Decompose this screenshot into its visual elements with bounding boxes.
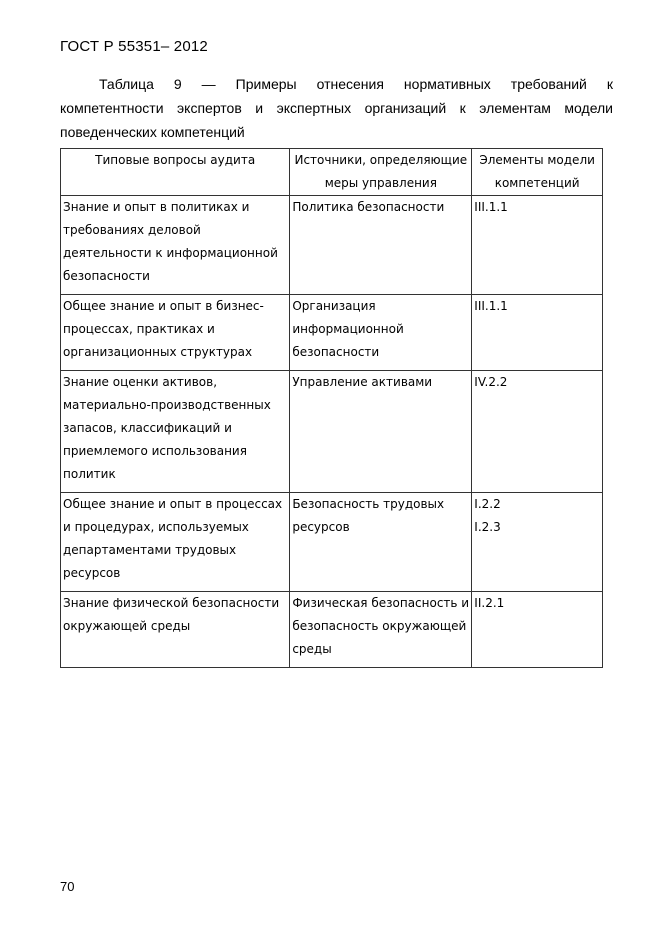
page-number: 70 bbox=[60, 879, 75, 894]
header-line: компетенций bbox=[494, 176, 580, 190]
table-row bbox=[61, 592, 603, 668]
cell-line: информационной bbox=[292, 322, 404, 336]
model-element-cell bbox=[472, 196, 603, 295]
source-cell bbox=[290, 196, 472, 295]
table-header bbox=[61, 149, 603, 196]
audit-question-cell bbox=[61, 196, 290, 295]
cell-line: безопасность окружающей bbox=[292, 619, 467, 633]
table-caption bbox=[60, 72, 613, 144]
cell-line: окружающей среды bbox=[63, 619, 191, 633]
cell-line: Физическая безопасность и bbox=[292, 596, 470, 610]
cell-line: Общее знание и опыт в процессах bbox=[63, 497, 283, 511]
cell-line: запасов, классификаций и bbox=[63, 421, 232, 435]
cell-line: ресурсов bbox=[63, 566, 121, 580]
cell-line: I.2.2 bbox=[474, 497, 501, 511]
cell-line: Знание и опыт в политиках и bbox=[63, 200, 250, 214]
table-row bbox=[61, 295, 603, 371]
cell-line: безопасности bbox=[292, 345, 380, 359]
cell-line: Знание физической безопасности bbox=[63, 596, 280, 610]
cell-line: Политика безопасности bbox=[292, 200, 445, 214]
model-element-cell bbox=[472, 371, 603, 493]
cell-line: политик bbox=[63, 467, 116, 481]
model-element-cell bbox=[472, 592, 603, 668]
cell-line: Организация bbox=[292, 299, 376, 313]
caption-line: поведенческих компетенций bbox=[60, 124, 245, 140]
table-row bbox=[61, 371, 603, 493]
header-line: меры управления bbox=[324, 176, 437, 190]
cell-line: I.2.3 bbox=[474, 520, 501, 534]
cell-line: III.1.1 bbox=[474, 299, 508, 313]
document-standard-id: ГОСТ Р 55351– 2012 bbox=[60, 38, 208, 55]
cell-line: III.1.1 bbox=[474, 200, 508, 214]
cell-line: деятельности к информационной bbox=[63, 246, 278, 260]
caption-line: Таблица 9 — Примеры отнесения нормативных требований к bbox=[99, 76, 613, 92]
cell-line: Безопасность трудовых bbox=[292, 497, 445, 511]
table-row bbox=[61, 493, 603, 592]
model-element-cell bbox=[472, 295, 603, 371]
competence-mapping-table bbox=[60, 148, 603, 668]
header-line: Типовые вопросы аудита bbox=[95, 153, 256, 167]
source-cell bbox=[290, 592, 472, 668]
cell-line: среды bbox=[292, 642, 332, 656]
audit-question-cell bbox=[61, 295, 290, 371]
audit-question-cell bbox=[61, 592, 290, 668]
column-header-audit-questions bbox=[61, 149, 290, 196]
table-body bbox=[61, 196, 603, 668]
cell-line: Управление активами bbox=[292, 375, 433, 389]
table-header-row bbox=[61, 149, 603, 196]
table-row bbox=[61, 196, 603, 295]
cell-line: и процедурах, используемых bbox=[63, 520, 249, 534]
column-header-model-elements bbox=[472, 149, 603, 196]
cell-line: II.2.1 bbox=[474, 596, 505, 610]
model-element-cell bbox=[472, 493, 603, 592]
source-cell bbox=[290, 295, 472, 371]
cell-line: требованиях деловой bbox=[63, 223, 201, 237]
cell-line: материально-производственных bbox=[63, 398, 271, 412]
cell-line: организационных структурах bbox=[63, 345, 253, 359]
source-cell bbox=[290, 371, 472, 493]
audit-question-cell bbox=[61, 493, 290, 592]
audit-question-cell bbox=[61, 371, 290, 493]
header-line: Источники, определяющие bbox=[294, 153, 468, 167]
cell-line: приемлемого использования bbox=[63, 444, 247, 458]
caption-line: компетентности экспертов и экспертных организаций к элементам модели bbox=[60, 100, 613, 116]
cell-line: Знание оценки активов, bbox=[63, 375, 218, 389]
cell-line: безопасности bbox=[63, 269, 150, 283]
column-header-sources bbox=[290, 149, 472, 196]
cell-line: процессах, практиках и bbox=[63, 322, 215, 336]
cell-line: Общее знание и опыт в бизнес- bbox=[63, 299, 264, 313]
cell-line: ресурсов bbox=[292, 520, 350, 534]
cell-line: департаментами трудовых bbox=[63, 543, 237, 557]
header-line: Элементы модели bbox=[479, 153, 595, 167]
cell-line: IV.2.2 bbox=[474, 375, 508, 389]
source-cell bbox=[290, 493, 472, 592]
